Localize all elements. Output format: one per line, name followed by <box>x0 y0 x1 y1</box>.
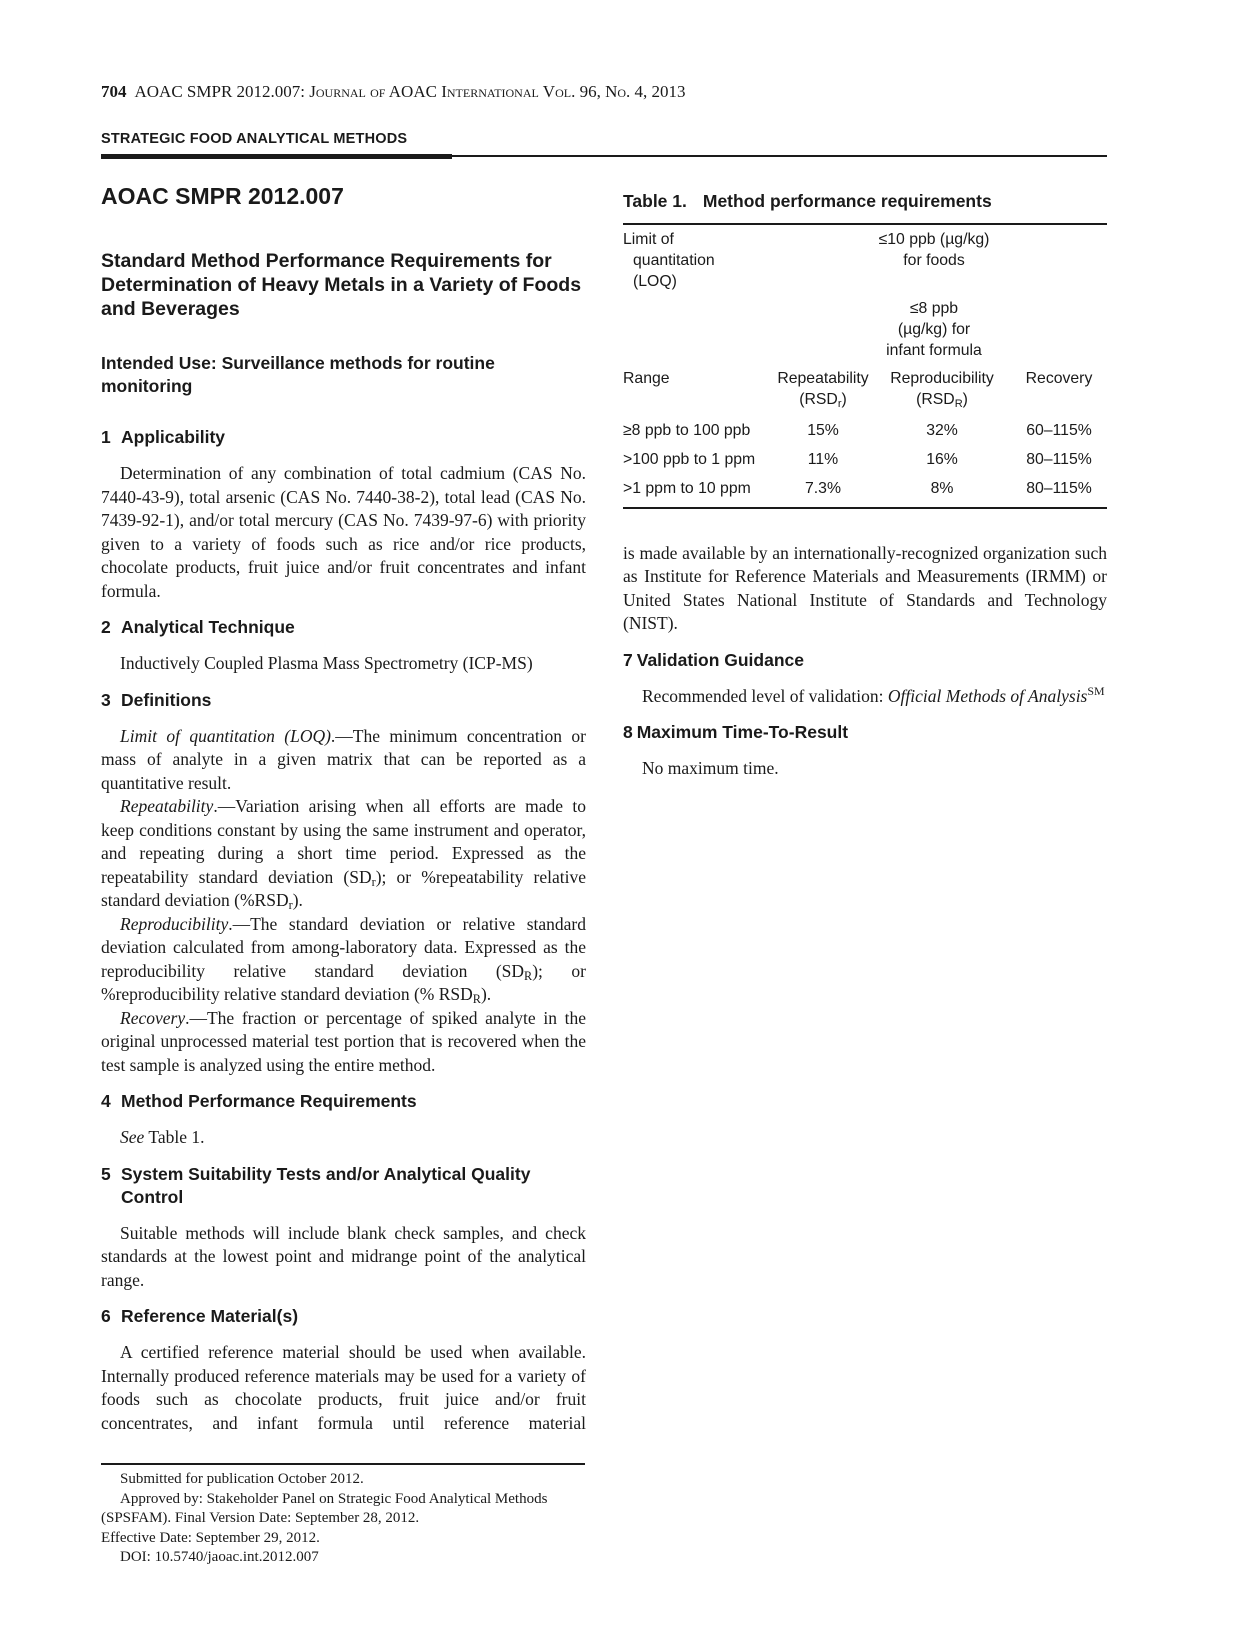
footnote-submitted: Submitted for publication October 2012. <box>120 1471 364 1487</box>
loq-foods-cell: ≤10 ppb (µg/kg) for foods <box>878 231 990 269</box>
table-row <box>623 441 1107 470</box>
definition-loq: Limit of quantitation (LOQ).—The minimum concentration or mass of analyte in a given matrix that can be reported as a quantitative result. <box>101 725 586 793</box>
cell-range: >100 ppb to 1 ppm <box>623 451 756 468</box>
footnote-doi: DOI: 10.5740/jaoac.int.2012.007 <box>120 1549 319 1565</box>
section-3-heading: 3 Definitions <box>101 689 212 710</box>
section-8-text: No maximum time. <box>642 758 779 778</box>
cell-reproducibility: 16% <box>926 451 958 468</box>
cell-repeatability: 11% <box>807 451 839 468</box>
definition-recovery: Recovery.—The fraction or percentage of spiked analyte in the original unprocessed material test portion that is recovered when the test sample is analyzed using the entire method. <box>101 1007 586 1075</box>
header-rule-accent <box>101 154 452 159</box>
header-repeatability: Repeatability $(RSD_r)$ <box>777 370 869 410</box>
header-volume: Vol. 96, No. 4, 2013 <box>538 82 686 101</box>
cell-range: ≥8 ppb to 100 ppb <box>623 422 751 439</box>
left-column <box>101 181 586 1435</box>
cell-repeatability: 15% <box>807 422 839 439</box>
document-subtitle: Standard Method Performance Requirements for Determination of Heavy Metals in a Variety of Foods and Beverages <box>101 250 582 320</box>
section-2-text: Inductively Coupled Plasma Mass Spectrometry (ICP-MS) <box>120 653 533 673</box>
footnote-rule <box>101 1463 585 1465</box>
table-row <box>623 410 1107 441</box>
cell-reproducibility: 32% <box>926 422 958 439</box>
cell-repeatability: 7.3% <box>804 480 841 497</box>
header-recovery: Recovery <box>1025 370 1093 387</box>
footnote-effective: Effective Date: September 29, 2012. <box>101 1529 320 1546</box>
running-header <box>101 82 686 102</box>
cell-recovery: 80–115% <box>1026 451 1092 468</box>
section-6-text: A certified reference material should be used when available. Internally produced reference materials may be used for a variety of foods such as chocolate products, fruit juice and/or fruit concentrates, and infant formula until reference material <box>101 1342 586 1433</box>
cell-reproducibility: 8% <box>930 480 954 497</box>
table-row-loq <box>623 225 1107 292</box>
header-journal: Journal of AOAC International <box>309 82 539 101</box>
header-reproducibility: Reproducibility $(RSD_R)$ <box>890 370 994 410</box>
definition-repeatability: Repeatability.—Variation arising when all efforts are made to keep conditions constant by using the same instrument and operator, and repeating during a short time period. Expressed as the repeatability standard deviation $(SD_r)$; or %repeatability relative standard deviation $(\%RSD_r)$. <box>101 796 586 912</box>
section-5-text: Suitable methods will include blank check samples, and check standards at the lowest point and midrange point of the analytical range. <box>101 1222 586 1290</box>
loq-infant-cell: ≤8 ppb (µg/kg) for infant formula <box>886 300 982 359</box>
section-label: STRATEGIC FOOD ANALYTICAL METHODS <box>101 131 408 147</box>
table-caption: Table 1. Method performance requirements <box>623 191 992 211</box>
section-8-heading: 8 Maximum Time-To-Result <box>623 722 849 742</box>
section-6-heading: 6 Reference Material(s) <box>101 1306 299 1326</box>
header-smpr: AOAC SMPR 2012.007: <box>134 82 310 101</box>
section-6-continued: is made available by an internationally-recognized organization such as Institute for Reference Materials and Measurements (IRMM) or United States National Institute of Standards and Technology (NIST). <box>623 542 1107 633</box>
section-1-text: Determination of any combination of total cadmium (CAS No. 7440-43-9), total arsenic (CAS No. 7440-38-2), total lead (CAS No. 7439-92-1), and/or total mercury (CAS No. 7439-97-6) with priority given to a variety of foods such as rice and/or rice products, chocolate products, fruit juice and/or fruit concentrates and infant formula. <box>101 463 586 601</box>
table-header-row <box>623 361 1107 410</box>
cell-recovery: 60–115% <box>1026 422 1092 439</box>
footnote-approved: Approved by: Stakeholder Panel on Strategic Food Analytical Methods (SPSFAM). Final Version Date: September 28, 2012. <box>101 1490 548 1526</box>
section-7-text: Recommended level of validation: Official Methods of Analysis℠ <box>642 683 1105 706</box>
cell-recovery: 80–115% <box>1026 480 1092 497</box>
header-range: Range <box>623 370 670 387</box>
section-5-heading: 5 System Suitability Tests and/or Analytical Quality Control <box>101 1163 531 1207</box>
section-2-heading: 2 Analytical Technique <box>101 617 295 637</box>
section-7-heading: 7 Validation Guidance <box>623 649 804 670</box>
intended-use: Intended Use: Surveillance methods for routine monitoring <box>101 353 495 396</box>
definition-reproducibility: Reproducibility.—The standard deviation or relative standard deviation calculated from among-laboratory data. Expressed as the reproducibility relative standard deviation $(SD_R)$; or %reproducibility relative standard deviation (% $RSD_R$). <box>101 913 586 1006</box>
section-4-heading: 4 Method Performance Requirements <box>101 1091 417 1111</box>
section-4-text: See Table 1. <box>120 1127 205 1147</box>
performance-table <box>623 225 1107 507</box>
loq-label-cell: Limit of quantitation (LOQ) <box>623 231 715 290</box>
cell-range: >1 ppm to 10 ppm <box>623 480 751 497</box>
page-number: 704 <box>101 82 127 101</box>
document-title: AOAC SMPR 2012.007 <box>101 183 344 209</box>
table-row <box>623 470 1107 507</box>
footnotes <box>101 1470 586 1568</box>
table-row-loq-infant <box>623 292 1107 361</box>
section-1-heading: 1 Applicability <box>101 427 226 447</box>
right-column <box>623 190 1107 781</box>
